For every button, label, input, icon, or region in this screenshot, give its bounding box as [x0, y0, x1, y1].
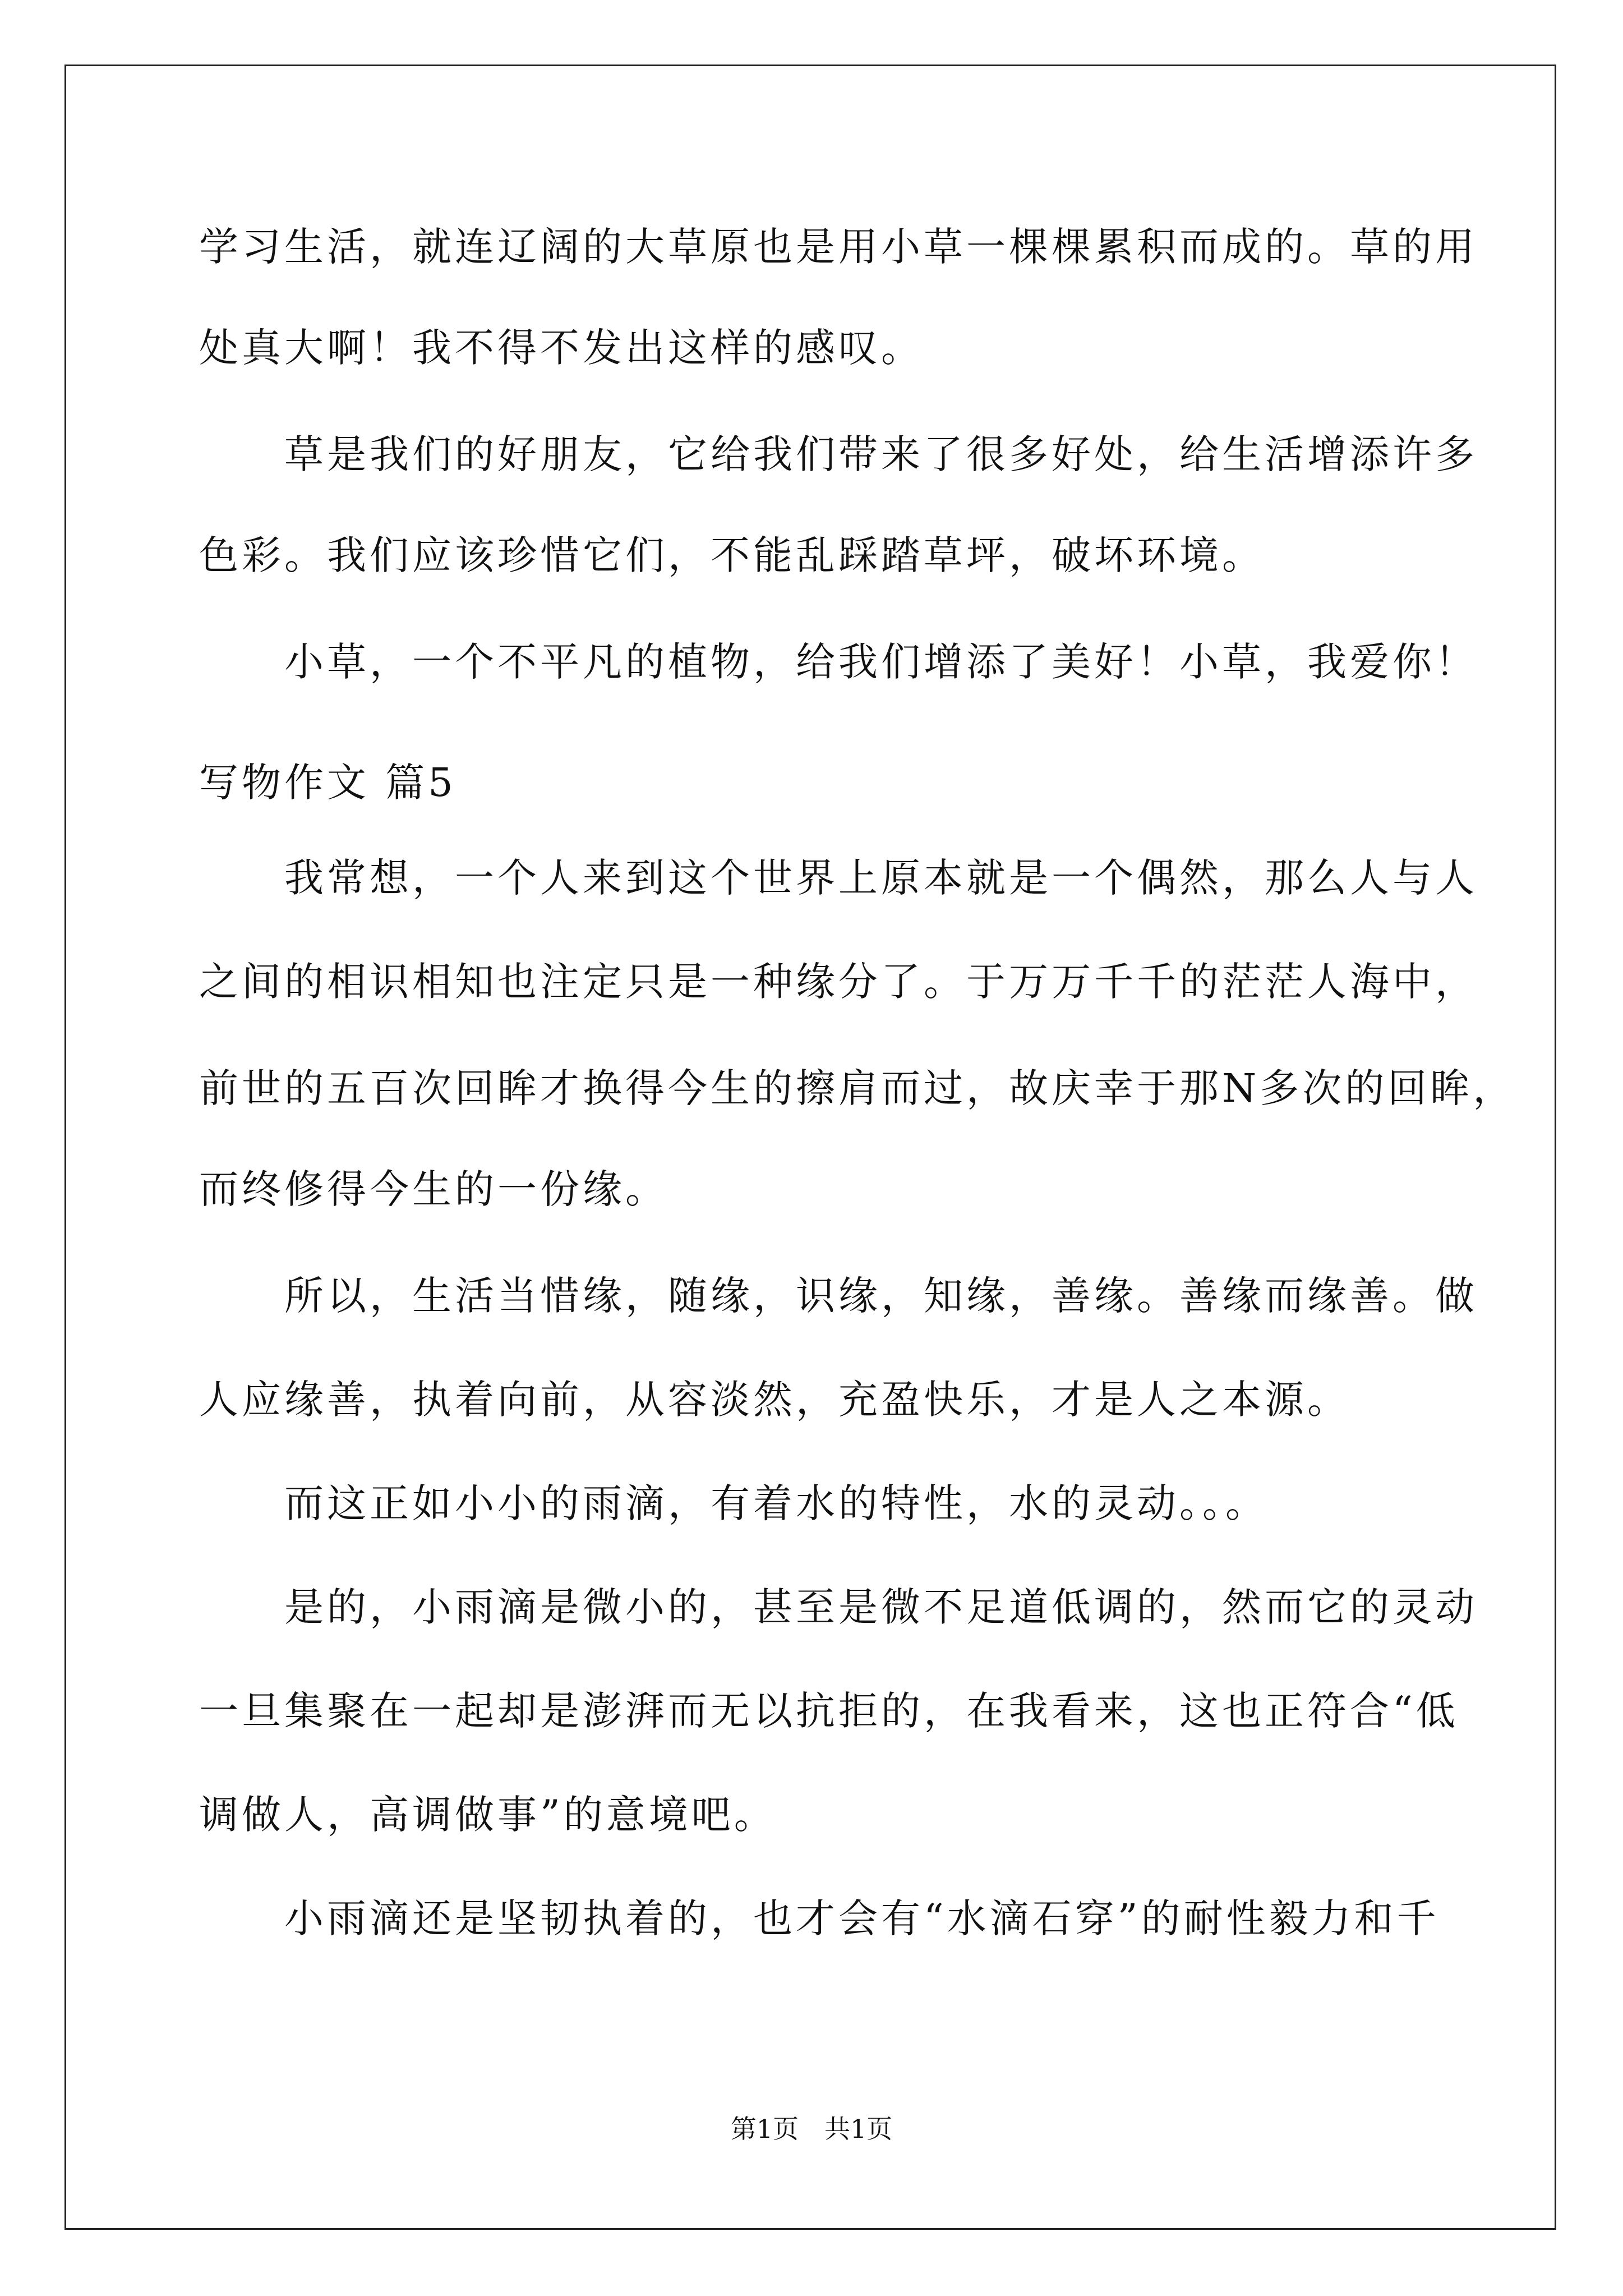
text-line: 小草，一个不平凡的植物，给我们增添了美好！小草，我爱你！: [199, 639, 1478, 685]
text-line: 前世的五百次回眸才换得今生的擦肩而过，故庆幸于那N多次的回眸，: [199, 1065, 1516, 1111]
text-line: 我常想，一个人来到这个世界上原本就是一个偶然，那么人与人: [199, 855, 1478, 901]
text-line: 一旦集聚在一起却是澎湃而无以抗拒的，在我看来，这也正符合“低: [199, 1688, 1459, 1734]
text-line: 小雨滴还是坚韧执着的，也才会有“水滴石穿”的耐性毅力和千: [199, 1895, 1440, 1941]
text-line: 调做人，高调做事”的意境吧。: [199, 1792, 777, 1838]
text-line: 而这正如小小的雨滴，有着水的特性，水的灵动。。。: [199, 1480, 1268, 1526]
section-heading: 写物作文 篇5: [199, 760, 457, 806]
text-line: 之间的相识相知也注定只是一种缘分了。于万万千千的茫茫人海中，: [199, 959, 1478, 1005]
page-footer: 第1页 共1页: [730, 2114, 893, 2144]
text-line: 学习生活，就连辽阔的大草原也是用小草一棵棵累积而成的。草的用: [199, 224, 1478, 270]
text-line: 是的，小雨滴是微小的，甚至是微不足道低调的，然而它的灵动: [199, 1584, 1478, 1630]
text-line: 草是我们的好朋友，它给我们带来了很多好处，给生活增添许多: [199, 431, 1478, 477]
text-line: 所以，生活当惜缘，随缘，识缘，知缘，善缘。善缘而缘善。做: [199, 1273, 1478, 1319]
text-line: 处真大啊！我不得不发出这样的感叹。: [199, 325, 924, 371]
text-line: 人应缘善，执着向前，从容淡然，充盈快乐，才是人之本源。: [199, 1377, 1350, 1423]
text-line: 而终修得今生的一份缘。: [199, 1166, 668, 1212]
text-line: 色彩。我们应该珍惜它们，不能乱踩踏草坪，破坏环境。: [199, 532, 1265, 578]
